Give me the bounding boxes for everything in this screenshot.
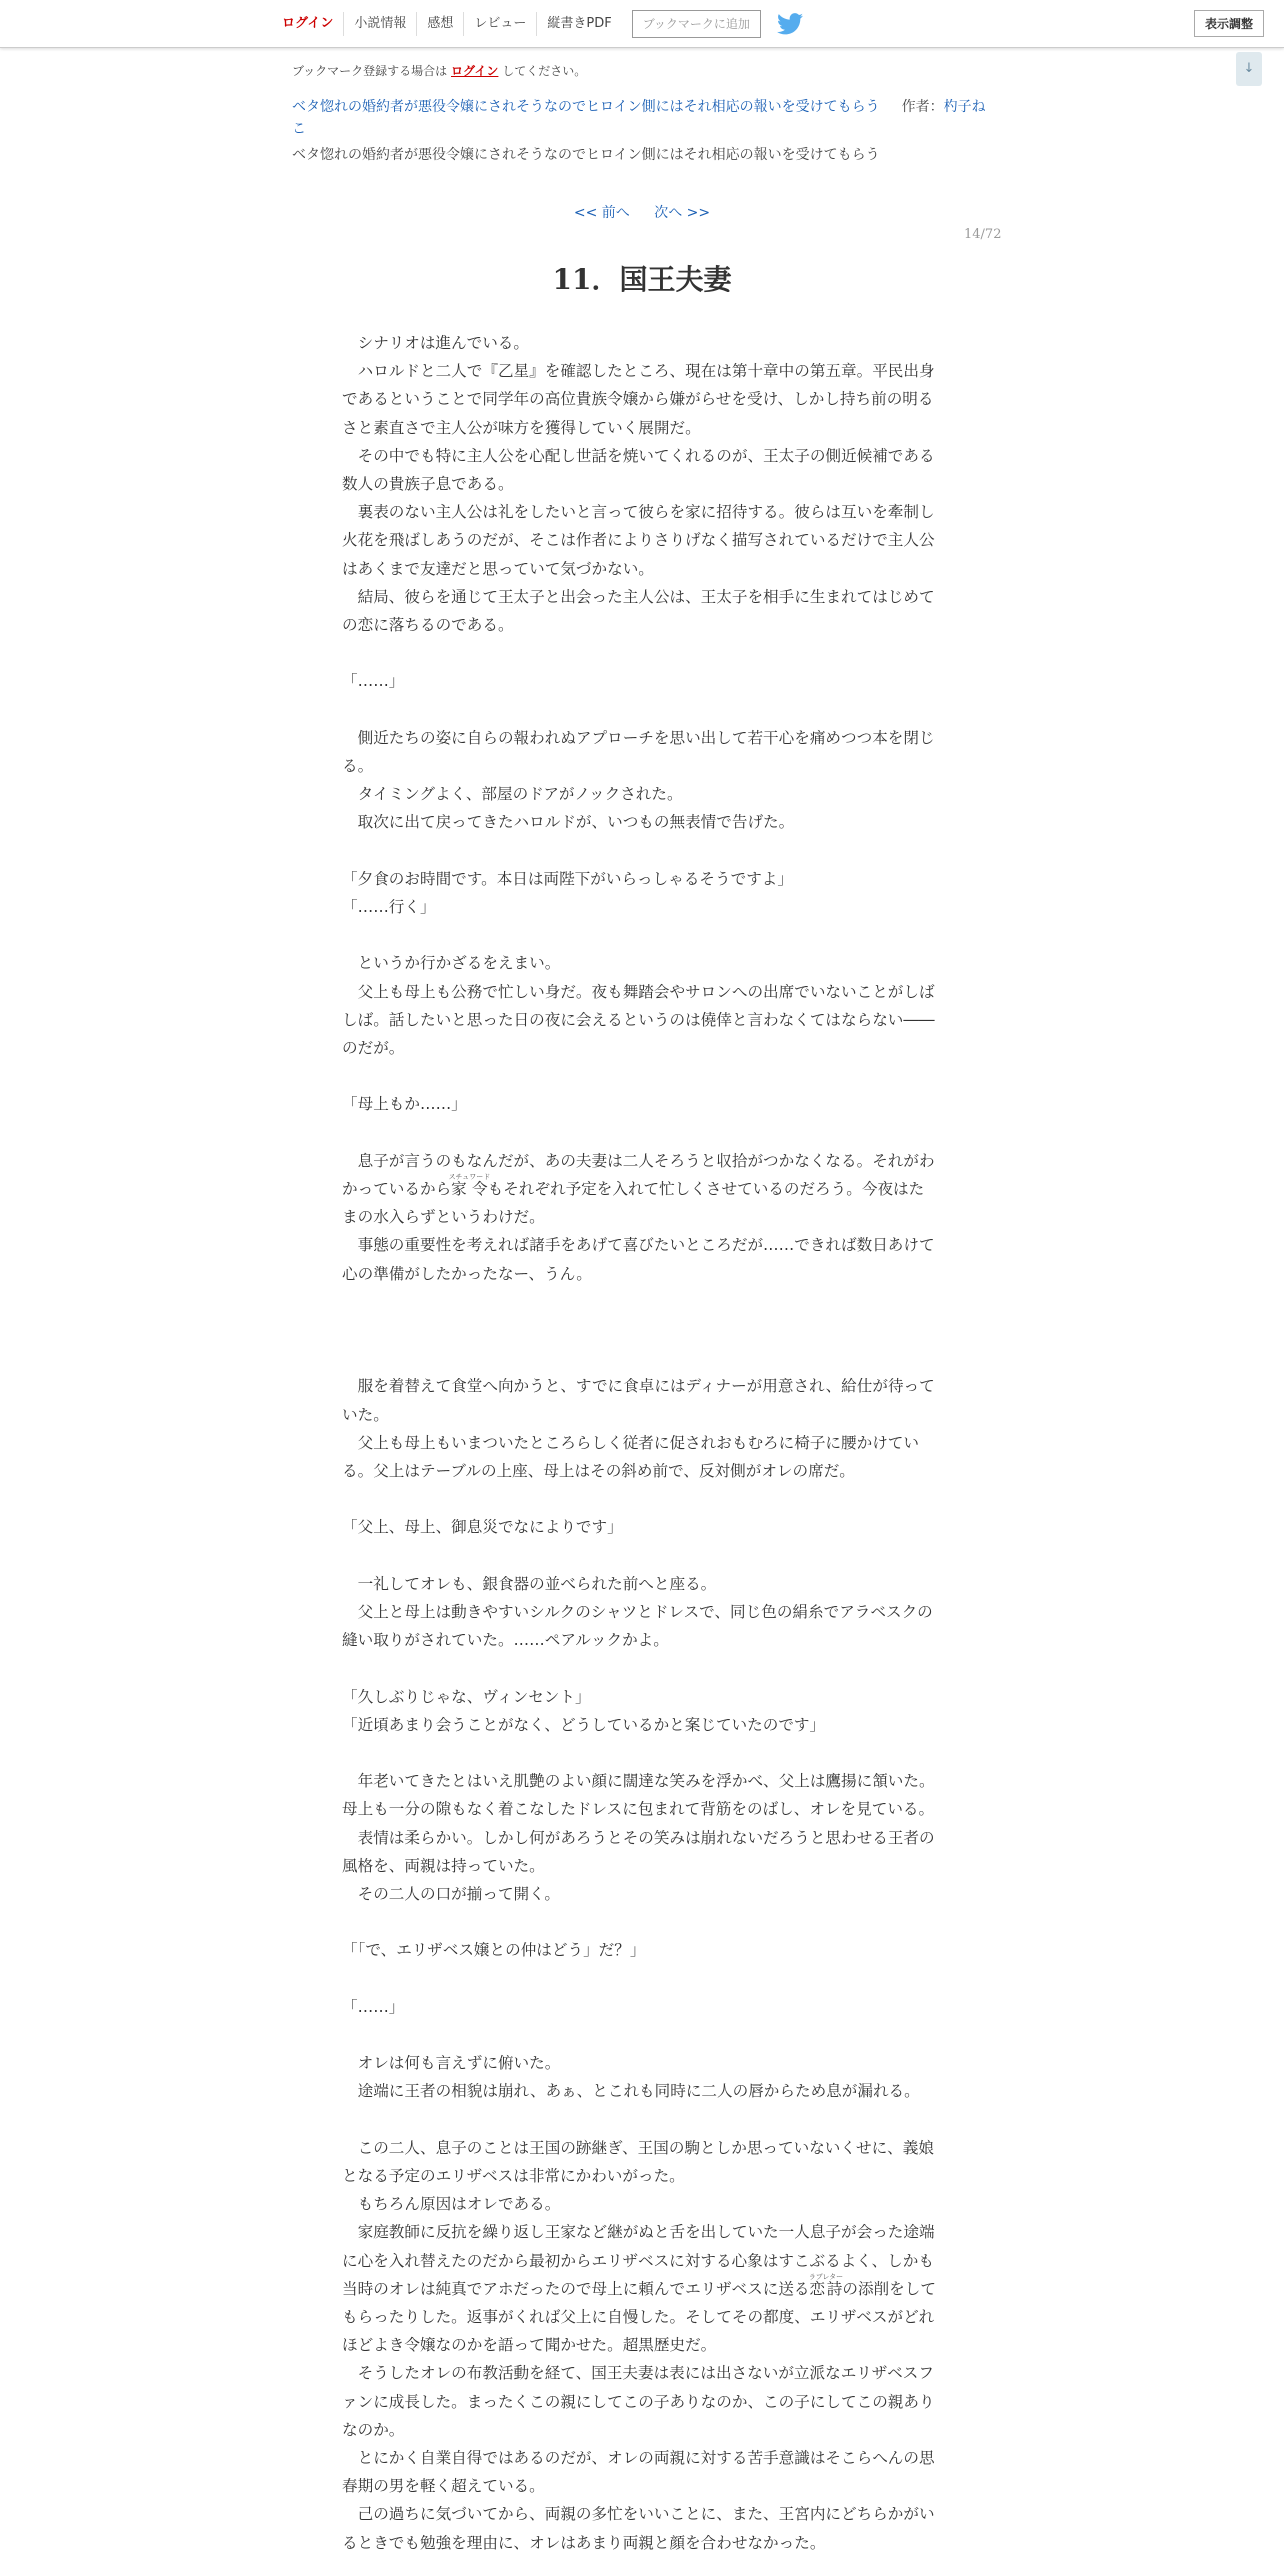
paragraph: シナリオは進んでいる。	[342, 334, 529, 352]
paragraph: タイミングよく、部屋のドアがノックされた。	[342, 785, 683, 804]
paragraph: 途端に王者の相貌は崩れ、あぁ、とこれも同時に二人の唇からため息が漏れる。	[342, 2082, 920, 2101]
paragraph: 「夕食のお時間です。本日は両陛下がいらっしゃるそうですよ」	[342, 869, 793, 888]
impressions-link[interactable]: 感想	[417, 12, 464, 36]
author-link[interactable]: 杓子ねこ	[292, 99, 986, 137]
paragraph: この二人、息子のことは王国の跡継ぎ、王国の駒としか思っていないくせに、義娘となる予定のエリザベスは非常にかわいがった。	[342, 2138, 934, 2185]
novel-body	[342, 329, 936, 2557]
chapter-title: 11．国王夫妻	[552, 263, 732, 296]
notice-login-link[interactable]: ログイン	[451, 64, 499, 78]
paragraph: 父上も母上もいまついたところらしく従者に促されおもむろに椅子に腰かけている。父上はテーブルの上座、母上はその斜め前で、反対側がオレの席だ。	[342, 1433, 919, 1480]
paragraph: 「父上、母上、御息災でなによりです」	[342, 1518, 623, 1537]
series-title-link[interactable]: ベタ惚れの婚約者が悪役令嬢にされそうなのでヒロイン側にはそれ相応の報いを受けてもらう	[292, 99, 880, 115]
paragraph: 側近たちの姿に自らの報われぬアプローチを思い出して若干心を痛めつつ本を閉じる。	[342, 728, 935, 776]
paragraph: 「「で、エリザベス嬢との仲はどう」だ？」	[342, 1941, 646, 1960]
paragraph: 己の過ちに気づいてから、両親の多忙をいいことに、また、王宮内にどちらかがいるときでも勉強を理由に、オレはあまり両親と顔を合わせなかった。	[342, 2505, 935, 2552]
ruby-text-before: 家庭教師に反抗を繰り返し王家など継がぬと舌を出していた一人息子が会った途端に心を入れ替えたのだから最初からエリザベスに対する心象はすこぶるよく、しかも当時のオレは純真でアホだったので母上に頼んでエリザベスに送る	[342, 2223, 935, 2298]
ruby-text-after: もそれぞれ予定を入れて忙しくさせているのだろう。今夜はたまの水入らずというわけだ。	[342, 1180, 925, 1227]
review-link[interactable]: レビュー	[464, 12, 537, 36]
ruby-text-after: の添削をしてもらったりした。返事がくれば父上に自慢した。そしてその都度、エリザベスがどれほどよき令嬢なのかを語って聞かせた。超黒歴史だ。	[342, 2279, 936, 2355]
paragraph: 服を着替えて食堂へ向かうと、すでに食卓にはディナーが用意され、給仕が待っていた。	[342, 1377, 935, 1424]
blank-line	[342, 1542, 936, 1570]
ruby-reading: スチュワード	[448, 1173, 491, 1181]
blank-line	[342, 1119, 936, 1147]
blank-line	[342, 921, 936, 949]
paragraph: 「久しぶりじゃな、ヴィンセント」	[342, 1687, 591, 1706]
blank-line	[342, 837, 936, 865]
paragraph: 「母上もか……」	[342, 1095, 467, 1114]
ruby-base: 恋詩	[808, 2279, 844, 2298]
paragraph: その中でも特に主人公を心配し世話を焼いてくれるのが、王太子の側近候補である数人の貴族子息である。	[342, 446, 935, 494]
paragraph: オレは何も言えずに俯いた。	[342, 2054, 561, 2073]
top-header	[0, 0, 1284, 48]
blank-line	[342, 1908, 936, 1936]
author-label: 作者：	[901, 99, 944, 115]
paragraph: 「……行く」	[342, 898, 436, 917]
main-nav	[272, 0, 803, 47]
paragraph: 父上も母上も公務で忙しい身だ。夜も舞踏会やサロンへの出席でいないことがしばしば。話したいと思った日の夜に会えるというのは僥倖と言わなくてはならない――のだが。	[342, 982, 935, 1058]
blank-line	[342, 1316, 936, 1344]
paragraph: 一礼してオレも、銀食器の並べられた前へと座る。	[342, 1574, 717, 1593]
blank-line	[342, 1739, 936, 1767]
paragraph: 「近頃あまり会うことがなく、どうしているかと案じていたのです」	[342, 1715, 826, 1734]
next-page-link[interactable]: 次へ >>	[654, 205, 711, 221]
blank-line	[342, 1654, 936, 1682]
scroll-down-button[interactable]: ↓	[1236, 52, 1262, 86]
series-info	[292, 96, 992, 140]
ruby-word	[808, 2272, 844, 2298]
paragraph: 取次に出て戻ってきたハロルドが、いつもの無表情で告げた。	[342, 813, 795, 832]
ruby-reading: ラブレター	[808, 2272, 844, 2281]
page-number: 14/72	[964, 227, 1002, 242]
novel-info-link[interactable]: 小説情報	[344, 12, 417, 36]
paragraph: 「……」	[342, 1997, 405, 2016]
paragraph: その二人の口が揃って開く。	[342, 1884, 561, 1903]
pager	[0, 202, 1284, 222]
paragraph-with-ruby	[342, 2218, 936, 2359]
bookmark-notice	[292, 62, 586, 79]
paragraph-with-ruby	[342, 1147, 936, 1232]
blank-line	[342, 2106, 936, 2134]
login-link[interactable]: ログイン	[272, 12, 344, 36]
paragraph: 表情は柔らかい。しかし何があろうとその笑みは崩れないだろうと思わせる王者の風格を、両親は持っていた。	[342, 1828, 935, 1875]
notice-prefix: ブックマーク登録する場合は	[292, 64, 448, 78]
novel-subtitle: ベタ惚れの婚約者が悪役令嬢にされそうなのでヒロイン側にはそれ相応の報いを受けてもらう	[292, 147, 880, 163]
blank-line	[342, 1965, 936, 1993]
paragraph: 年老いてきたとはいえ肌艶のよい顔に闊達な笑みを浮かべ、父上は鷹揚に頷いた。母上も一分の隙もなく着こなしたドレスに包まれて背筋をのばし、オレを見ている。	[342, 1772, 935, 1819]
paragraph: 裏表のない主人公は礼をしたいと言って彼らを家に招待する。彼らは互いを牽制し火花を飛ばしあうのだが、そこは作者によりさりげなく描写されているだけで主人公はあくまで友達だと思っていて気づかない。	[342, 503, 935, 578]
ruby-base: 家令	[448, 1180, 491, 1198]
blank-line	[342, 639, 936, 667]
paragraph: そうしたオレの布教活動を経て、国王夫妻は表には出さないが立派なエリザベスファンに成長した。まったくこの親にしてこの子ありなのか、この子にしてこの親ありなのか。	[342, 2364, 935, 2439]
twitter-icon[interactable]	[777, 13, 803, 35]
notice-suffix: してください。	[502, 64, 587, 78]
paragraph: 結局、彼らを通じて王太子と出会った主人公は、王太子を相手に生まれてはじめての恋に落ちるのである。	[342, 587, 935, 635]
ruby-word	[448, 1173, 491, 1198]
paragraph: 事態の重要性を考えれば諸手をあげて喜びたいところだが……できれば数日あけて心の準備がしたかったなー、うん。	[342, 1236, 935, 1283]
display-settings-button[interactable]: 表示調整	[1194, 10, 1264, 37]
paragraph: 「……」	[342, 672, 405, 691]
prev-page-link[interactable]: << 前へ	[573, 205, 630, 221]
blank-line	[342, 1485, 936, 1513]
blank-line	[342, 1288, 936, 1316]
add-bookmark-button[interactable]: ブックマークに追加	[632, 10, 761, 38]
blank-line	[342, 1062, 936, 1090]
paragraph: もちろん原因はオレである。	[342, 2195, 561, 2214]
paragraph: とにかく自業自得ではあるのだが、オレの両親に対する苦手意識はそこらへんの思春期の男を軽く超えている。	[342, 2448, 935, 2496]
ruby-text-before: 息子が言うのもなんだが、あの夫妻は二人そろうと収拾がつかなくなる。それがわかっているから	[342, 1151, 935, 1198]
blank-line	[342, 1344, 936, 1372]
blank-line	[342, 696, 936, 724]
paragraph: ハロルドと二人で『乙星』を確認したところ、現在は第十章中の第五章。平民出身であるということで同学年の高位貴族令嬢から嫌がらせを受け、しかし持ち前の明るさと素直さで主人公が味方を獲得していく展開だ。	[342, 362, 935, 437]
vertical-pdf-link[interactable]: 縦書きPDF	[547, 15, 612, 31]
blank-line	[342, 2021, 936, 2049]
paragraph: というか行かざるをえまい。	[342, 954, 561, 973]
paragraph: 父上と母上は動きやすいシルクのシャツとドレスで、同じ色の絹糸でアラベスクの縫い取りがされていた。……ペアルックかよ。	[342, 1602, 933, 1650]
